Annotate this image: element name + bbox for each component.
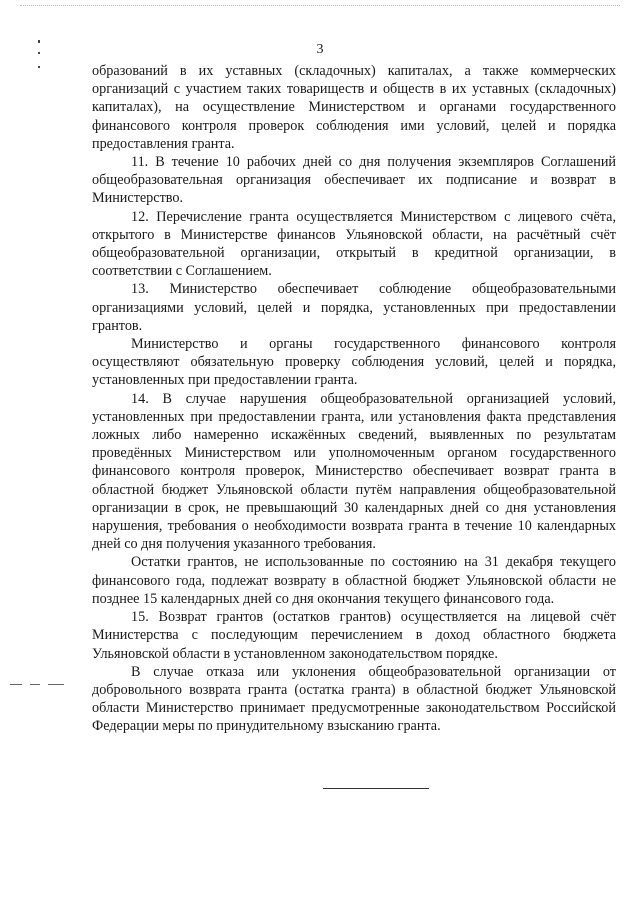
paragraph-8: 15. Возврат грантов (остатков грантов) осуществляется на лицевой счёт Министерства с последующим перечислением в доход областного бюджета Ульяновской области в установленном законодательством порядке. — [92, 609, 616, 662]
end-separator-line — [323, 788, 429, 789]
paragraph-5: Министерство и органы государственного финансового контроля осуществляют обязательную проверку соблюдения условий, целей и порядка, установленных при предоставлении гранта. — [92, 336, 616, 389]
paragraph-2: 11. В течение 10 рабочих дней со дня получения экземпляров Соглашений общеобразовательная организация обеспечивает их подписание и возврат в Министерство. — [92, 154, 616, 207]
scan-edge-top — [20, 5, 620, 6]
scan-mark-dash — [10, 684, 22, 685]
page-number: 3 — [316, 42, 324, 57]
paragraph-7: Остатки грантов, не использованные по состоянию на 31 декабря текущего финансового года, подлежат возврату в областной бюджет Ульяновской области не позднее 15 календарных дней со дня окончания текущего финансового года. — [92, 554, 616, 607]
paragraph-9: В случае отказа или уклонения общеобразовательной организации от добровольного возврата гранта (остатка гранта) в областной бюджет Ульяновской области Министерство принимает предусмотренные законодательством Российской Федерации меры по принудительному взысканию гранта. — [92, 663, 616, 735]
paragraph-6: 14. В случае нарушения общеобразовательной организацией условий, установленных при предоставлении гранта, или установления факта представления ложных либо намеренно искажённых сведений, выявленных по результатам проведённых Министерством или уполномоченным органом государственного финансового контроля проверок, Министерство обеспечивает возврат гранта в областной бюджет Ульяновской области путём направления общеобразовательной организации в срок, не превышающий 30 календарных дней со дня установления нарушения, требования о необходимости возврата гранта в течение 10 календарных дней со дня получения указанного требования. — [92, 390, 616, 553]
scan-mark-dash — [30, 684, 40, 685]
scan-mark-dot — [38, 66, 40, 68]
paragraph-1: образований в их уставных (складочных) капиталах, а также коммерческих организаций с участием таких товариществ и обществ в их уставных (складочных) капиталах), на осуществление Министерством и органами государственного финансового контроля проверок соблюдения ими условий, целей и порядка предоставления гранта. — [92, 63, 616, 152]
paragraph-3: 12. Перечисление гранта осуществляется Министерством с лицевого счёта, открытого в Министерстве финансов Ульяновской области, на расчётный счёт общеобразовательной организации, открытый в кредитной организации, в соответствии с Соглашением. — [92, 208, 616, 280]
scan-mark-dash — [48, 684, 64, 685]
paragraph-4: 13. Министерство обеспечивает соблюдение общеобразовательными организациями условий, целей и порядка, установленных при предоставлении грантов. — [92, 281, 616, 334]
document-body — [92, 62, 616, 736]
